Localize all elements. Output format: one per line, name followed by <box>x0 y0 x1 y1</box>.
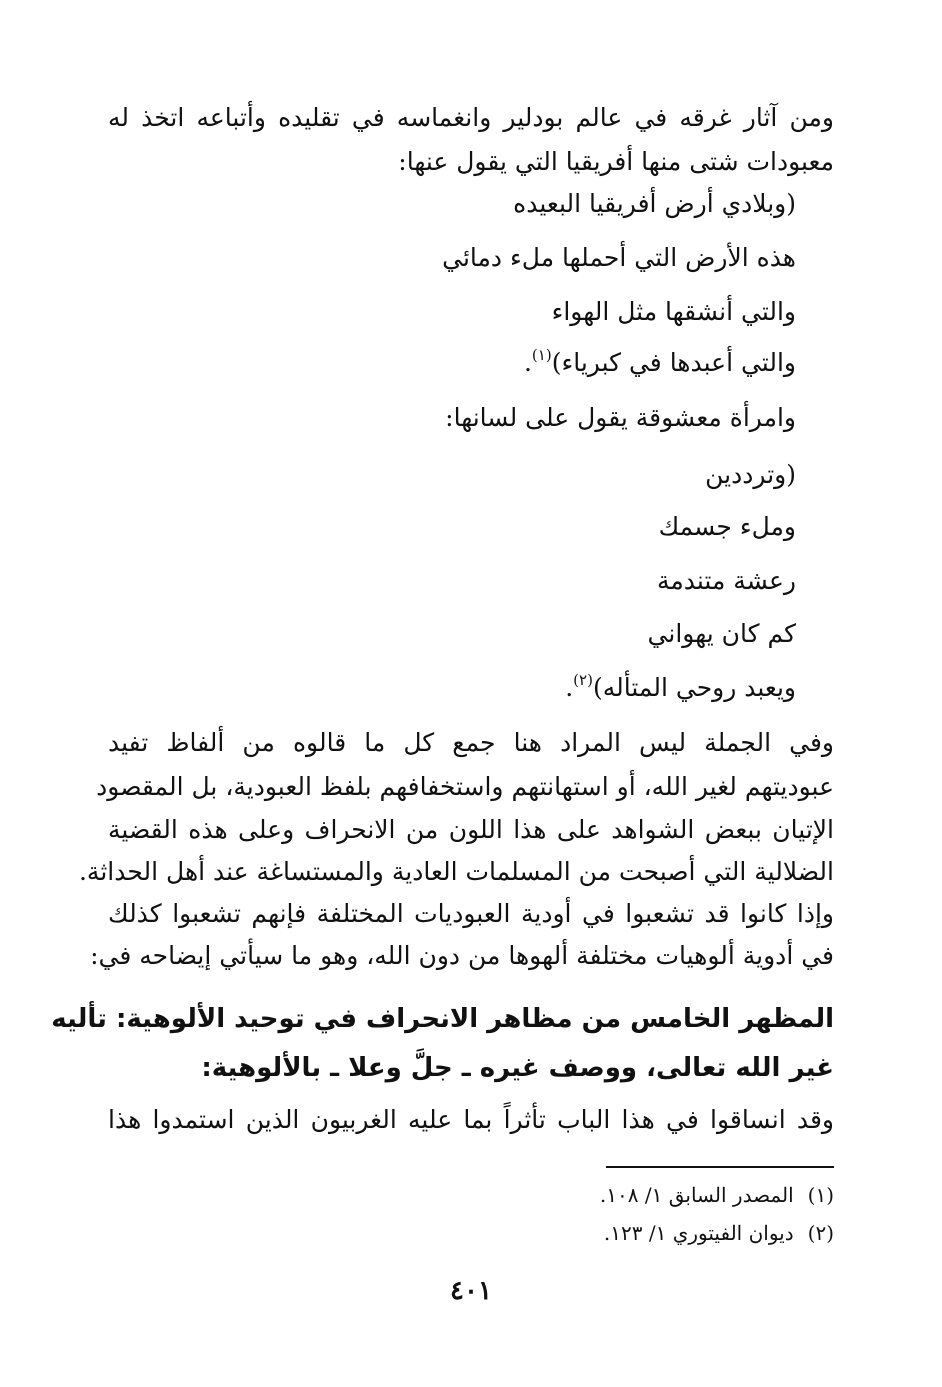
intro-line: وامرأة معشوقة يقول على لسانها: <box>445 403 796 432</box>
poem-2-line-3: رعشة متندمة <box>656 566 796 595</box>
poem-2-line-4: كم كان يهواني <box>647 619 796 648</box>
paragraph-3-line-1: وإذا كانوا قد تشعبوا في أودية العبوديات المختلفة فإنهم تشعبوا كذلك <box>108 899 834 928</box>
page-number: ٤٠١ <box>450 1276 492 1306</box>
footnote-ref-1: (١) <box>531 346 552 364</box>
poem-1-line-2: هذه الأرض التي أحملها ملء دمائي <box>442 243 796 272</box>
paragraph-2-line-2: عبوديتهم لغير الله، أو استهانتهم واستخفافهم بلفظ العبودية، بل المقصود <box>96 772 834 801</box>
poem-2-line-5-period: . <box>565 673 574 702</box>
paragraph-1-line-1: ومن آثار غرقه في عالم بودلير وانغماسه في تقليده وأتباعه اتخذ له <box>108 103 834 132</box>
footnote-2-text: ديوان الفيتوري ١/ ١٢٣. <box>603 1221 794 1245</box>
poem-2-line-1: (وترددين <box>705 460 796 489</box>
paragraph-3-line-2: في أدوية ألوهيات مختلفة ألهوها من دون الله، وهو ما سيأتي إيضاحه في: <box>90 941 834 970</box>
paragraph-2-line-4: الضلالية التي أصبحت من المسلمات العادية والمستساغة عند أهل الحداثة. <box>78 857 834 886</box>
poem-1-line-4-text: والتي أعبدها في كبرياء) <box>551 348 796 377</box>
poem-2-line-5 <box>565 668 796 708</box>
footnote-1-number: (١) <box>807 1183 834 1207</box>
footnote-2 <box>108 1218 834 1248</box>
poem-1-line-1: (وبلادي أرض أفريقيا البعيده <box>513 189 796 218</box>
poem-1-line-3: والتي أنشقها مثل الهواء <box>551 297 796 326</box>
section-heading-line-2: غير الله تعالى، ووصف غيره ـ جلَّ وعلا ـ بالألوهية: <box>201 1053 834 1083</box>
poem-2-line-2: وملء جسمك <box>658 512 796 541</box>
section-heading-line-1: المظهر الخامس من مظاهر الانحراف في توحيد الألوهية: تأليه <box>51 1004 834 1034</box>
paragraph-4-line-1: وقد انساقوا في هذا الباب تأثراً بما عليه الغربيون الذين استمدوا هذا <box>108 1105 834 1134</box>
footnote-1 <box>108 1180 834 1210</box>
paragraph-2-line-3: الإتيان ببعض الشواهد على هذا اللون من الانحراف وعلى هذه القضية <box>108 815 834 844</box>
poem-1-line-4-period: . <box>523 348 532 377</box>
poem-1-line-4 <box>524 343 796 383</box>
paragraph-1-line-2: معبودات شتى منها أفريقيا التي يقول عنها: <box>398 147 834 176</box>
poem-2-line-5-text: ويعبد روحي المتأله) <box>592 673 796 702</box>
paragraph-2-line-1: وفي الجملة ليس المراد هنا جمع كل ما قالوه من ألفاظ تفيد <box>108 728 834 757</box>
footnote-1-text: المصدر السابق ١/ ١٠٨. <box>599 1183 794 1207</box>
footnote-separator <box>606 1166 834 1168</box>
footnote-2-number: (٢) <box>807 1221 834 1245</box>
footnote-ref-2: (٢) <box>573 671 593 689</box>
